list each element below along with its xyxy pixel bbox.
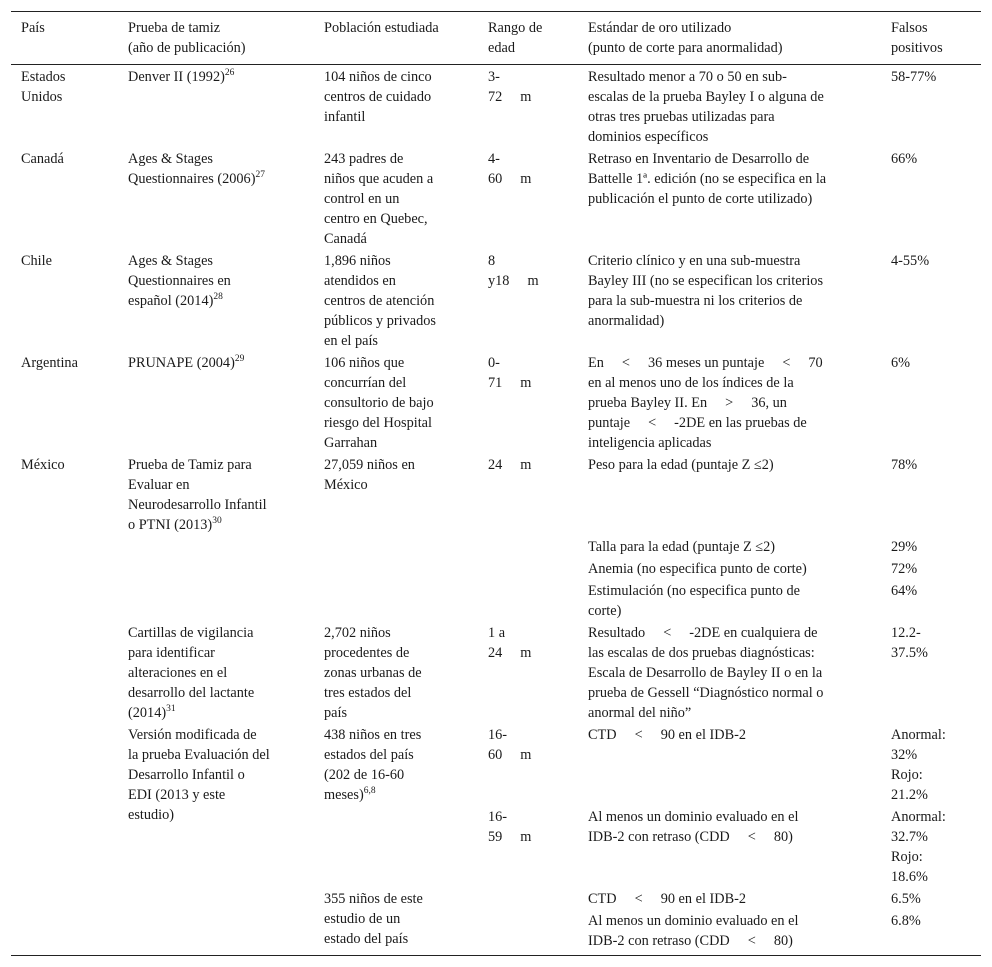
cell-prueba: Ages & Stages Questionnaires en español $(2014)^{28}$ <box>128 253 231 309</box>
cell-falsos: 6.8% <box>891 913 921 929</box>
cell-pais: Chile <box>21 253 52 269</box>
cell-estandar: CTD < 90 en el IDB-2 <box>588 891 747 907</box>
table-row <box>11 558 981 580</box>
cell-prueba: Prueba de Tamiz para Evaluar en Neurodesarrollo Infantil o PTNI $(2013)^{30}$ <box>128 457 267 533</box>
cell-poblacion: 27,059 niños en México <box>324 457 415 493</box>
header-prueba: Prueba de tamiz (año de publicación) <box>128 20 246 56</box>
cell-pais: Canadá <box>21 151 64 167</box>
cell-estandar: Al menos un dominio evaluado en el IDB-2 con retraso (CDD < 80) <box>588 809 799 845</box>
header-falsos: Falsos positivos <box>891 20 943 56</box>
table-row <box>11 910 981 956</box>
cell-poblacion: 2,702 niños procedentes de zonas urbanas de tres estados del país <box>324 625 422 721</box>
cell-estandar: Al menos un dominio evaluado en el IDB-2 con retraso (CDD < 80) <box>588 913 799 949</box>
cell-rango: 4- 60 m <box>488 151 532 187</box>
header-estandar: Estándar de oro utilizado (punto de corte para anormalidad) <box>588 20 783 56</box>
cell-estandar: Resultado menor a 70 o 50 en sub- escalas de la prueba Bayley I o alguna de otras tres pruebas utilizadas para dominios específicos <box>588 69 824 145</box>
cell-estandar: CTD < 90 en el IDB-2 <box>588 727 747 743</box>
cell-falsos: 72% <box>891 561 918 577</box>
header-poblacion: Población estudiada <box>324 20 439 36</box>
table-row <box>11 580 981 622</box>
table-row <box>11 148 981 250</box>
cell-falsos: 78% <box>891 457 918 473</box>
cell-rango: 16- 60 m <box>488 727 532 763</box>
table-row <box>11 352 981 454</box>
cell-pais: Estados Unidos <box>21 69 66 105</box>
cell-estandar: En < 36 meses un puntaje < 70 en al menos uno de los índices de la prueba Bayley II. En > 36, un puntaje < -2DE en las pruebas de inteligencia aplicadas <box>588 355 823 451</box>
cell-rango: 3- 72 m <box>488 69 532 105</box>
cell-rango: 24 m <box>488 457 532 473</box>
table-row <box>11 65 981 149</box>
cell-falsos: 58-77% <box>891 69 937 85</box>
table-row <box>11 888 981 910</box>
cell-falsos: 12.2- 37.5% <box>891 625 928 661</box>
cell-rango: 0- 71 m <box>488 355 532 391</box>
cell-estandar: Talla para la edad (puntaje Z ≤2) <box>588 539 776 555</box>
cell-prueba: Ages & Stages Questionnaires $(2006)^{27}$ <box>128 151 265 187</box>
cell-poblacion: 355 niños de este estudio de un estado del país <box>324 891 423 947</box>
cell-estandar: Peso para la edad (puntaje Z ≤2) <box>588 457 774 473</box>
table-row <box>11 724 981 806</box>
cell-rango: 8 y18 m <box>488 253 539 289</box>
cell-falsos: 4-55% <box>891 253 930 269</box>
cell-falsos: 29% <box>891 539 918 555</box>
table-row <box>11 454 981 536</box>
table-row <box>11 250 981 352</box>
cell-falsos: 64% <box>891 583 918 599</box>
cell-falsos: 6.5% <box>891 891 921 907</box>
cell-falsos: Anormal: 32.7% Rojo: 18.6% <box>891 809 946 885</box>
cell-estandar: Estimulación (no especifica punto de corte) <box>588 583 801 619</box>
cell-poblacion: 438 niños en tres estados del país (202 de 16-60 meses)$^{6,8}$ <box>324 727 422 803</box>
cell-rango: 1 a 24 m <box>488 625 532 661</box>
cell-poblacion: 106 niños que concurrían del consultorio de bajo riesgo del Hospital Garrahan <box>324 355 434 451</box>
cell-rango: 16- 59 m <box>488 809 532 845</box>
cell-estandar: Criterio clínico y en una sub-muestra Bayley III (no se especifican los criterios para la sub-muestra ni los criterios de anormalidad) <box>588 253 824 329</box>
cell-falsos: 6% <box>891 355 911 371</box>
cell-pais: México <box>21 457 65 473</box>
table-row <box>11 622 981 724</box>
false-positives-table <box>11 11 981 956</box>
table-header-row <box>11 12 981 65</box>
cell-estandar: Resultado < -2DE en cualquiera de las escalas de dos pruebas diagnósticas: Escala de Desarrollo de Bayley II o en la prueba de Gessell “Diagnóstico normal o anormal del niño” <box>588 625 824 721</box>
cell-prueba: Cartillas de vigilancia para identificar alteraciones en el desarrollo del lactante $(2014)^{31}$ <box>128 625 255 721</box>
header-pais: País <box>21 20 45 36</box>
cell-poblacion: 1,896 niños atendidos en centros de atención públicos y privados en el país <box>324 253 436 349</box>
cell-falsos: 66% <box>891 151 918 167</box>
cell-prueba: PRUNAPE $(2004)^{29}$ <box>128 354 245 371</box>
cell-falsos: Anormal: 32% Rojo: 21.2% <box>891 727 946 803</box>
header-rango: Rango de edad <box>488 20 543 56</box>
cell-poblacion: 104 niños de cinco centros de cuidado infantil <box>324 69 432 125</box>
cell-prueba: Denver II $(1992)^{26}$ <box>128 68 235 85</box>
cell-poblacion: 243 padres de niños que acuden a control en un centro en Quebec, Canadá <box>324 151 434 247</box>
cell-estandar: Anemia (no especifica punto de corte) <box>588 561 807 577</box>
cell-pais: Argentina <box>21 355 78 371</box>
table-row <box>11 536 981 558</box>
cell-prueba: Versión modificada de la prueba Evaluación del Desarrollo Infantil o EDI (2013 y este estudio) <box>128 727 270 823</box>
cell-estandar: Retraso en Inventario de Desarrollo de Battelle 1ª. edición (no se especifica en la publicación el punto de corte utilizado) <box>588 151 827 207</box>
